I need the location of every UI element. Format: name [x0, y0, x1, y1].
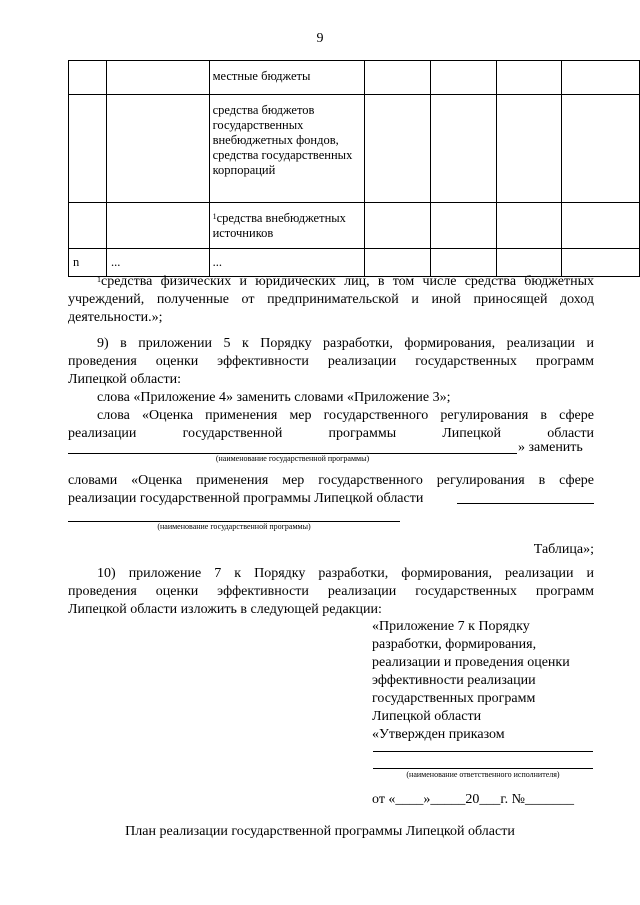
- approval-line: разработки, формирования,: [372, 637, 537, 652]
- footnote-marker: 1: [212, 212, 217, 221]
- table-cell: [69, 95, 107, 203]
- paragraph-line: » заменить: [518, 440, 583, 455]
- paragraph-line: проведения оценки эффективности реализации государственных программ: [68, 354, 594, 369]
- paragraph-line: Липецкой области:: [68, 372, 181, 387]
- paragraph-line: слова «Оценка применения мер государственного регулирования в сфере: [97, 408, 594, 423]
- table-cell-source: ...: [209, 249, 365, 277]
- paragraph-line: словами «Оценка применения мер государственного регулирования в сфере: [68, 473, 594, 488]
- field-caption: (наименование государственной программы): [157, 522, 311, 531]
- footnote-line: [97, 273, 594, 291]
- table-row: [69, 203, 640, 249]
- paragraph-line: Липецкой области изложить в следующей редакции:: [68, 602, 382, 617]
- table-label: Таблица»;: [533, 542, 594, 557]
- table-cell: [430, 61, 496, 95]
- table-cell: [496, 203, 561, 249]
- table-cell: [496, 61, 561, 95]
- paragraph-line: реализации государственной программы Липецкой области: [68, 426, 594, 441]
- program-name-blank: [457, 503, 594, 504]
- date-line: от «____»_____20___г. №_______: [372, 792, 574, 807]
- approval-line: Липецкой области: [372, 709, 482, 724]
- footnote-marker: 1: [97, 275, 101, 284]
- approval-line: государственных программ: [372, 691, 536, 706]
- page-number: 9: [316, 31, 324, 46]
- paragraph-line: 9) в приложении 5 к Порядку разработки, формирования, реализации и: [97, 336, 594, 351]
- table-cell-source: [209, 203, 365, 249]
- plan-title: План реализации государственной программы Липецкой области: [125, 824, 515, 839]
- approval-line: «Приложение 7 к Порядку: [372, 619, 530, 634]
- paragraph-line: слова «Приложение 4» заменить словами «Приложение 3»;: [97, 390, 451, 405]
- table-cell-source: средства бюджетов государственных внебюджетных фондов, средства государственных корпораций: [209, 95, 365, 203]
- table-cell: [430, 95, 496, 203]
- field-caption: (наименование ответственного исполнителя): [406, 770, 560, 779]
- table-cell-source: местные бюджеты: [209, 61, 365, 95]
- table-row: [69, 61, 640, 95]
- table-cell: [430, 203, 496, 249]
- table-cell: n: [69, 249, 107, 277]
- field-caption: (наименование государственной программы): [215, 454, 370, 463]
- table-cell: [365, 61, 430, 95]
- table-cell: [496, 95, 561, 203]
- executor-blank: [373, 768, 593, 769]
- executor-blank: [373, 751, 593, 752]
- table-cell: ...: [107, 249, 210, 277]
- footnote-line: учреждений, полученные от предпринимательской и иной приносящей доход: [68, 292, 594, 307]
- footnote-line: деятельности.»;: [68, 310, 163, 325]
- approval-line: эффективности реализации: [372, 673, 536, 688]
- table-row: [69, 95, 640, 203]
- budget-sources-table: [68, 60, 640, 277]
- table-cell: [365, 95, 430, 203]
- table-cell: [107, 95, 210, 203]
- approval-line: реализации и проведения оценки: [372, 655, 570, 670]
- cell-text: средства внебюджетных источников: [212, 211, 346, 240]
- footnote-text: средства физических и юридических лиц, в том числе средства бюджетных: [101, 274, 594, 289]
- table-cell: [69, 203, 107, 249]
- table-cell: [107, 61, 210, 95]
- paragraph-line: проведения оценки эффективности реализации государственных программ: [68, 584, 594, 599]
- paragraph-line: 10) приложение 7 к Порядку разработки, формирования, реализации и: [97, 566, 594, 581]
- table-cell: [107, 203, 210, 249]
- approval-line: «Утвержден приказом: [372, 727, 505, 742]
- table-cell: [562, 95, 640, 203]
- table-cell: [562, 61, 640, 95]
- table-cell: [365, 203, 430, 249]
- table-cell: [562, 203, 640, 249]
- paragraph-line: реализации государственной программы Липецкой области: [68, 491, 424, 506]
- table-cell: [69, 61, 107, 95]
